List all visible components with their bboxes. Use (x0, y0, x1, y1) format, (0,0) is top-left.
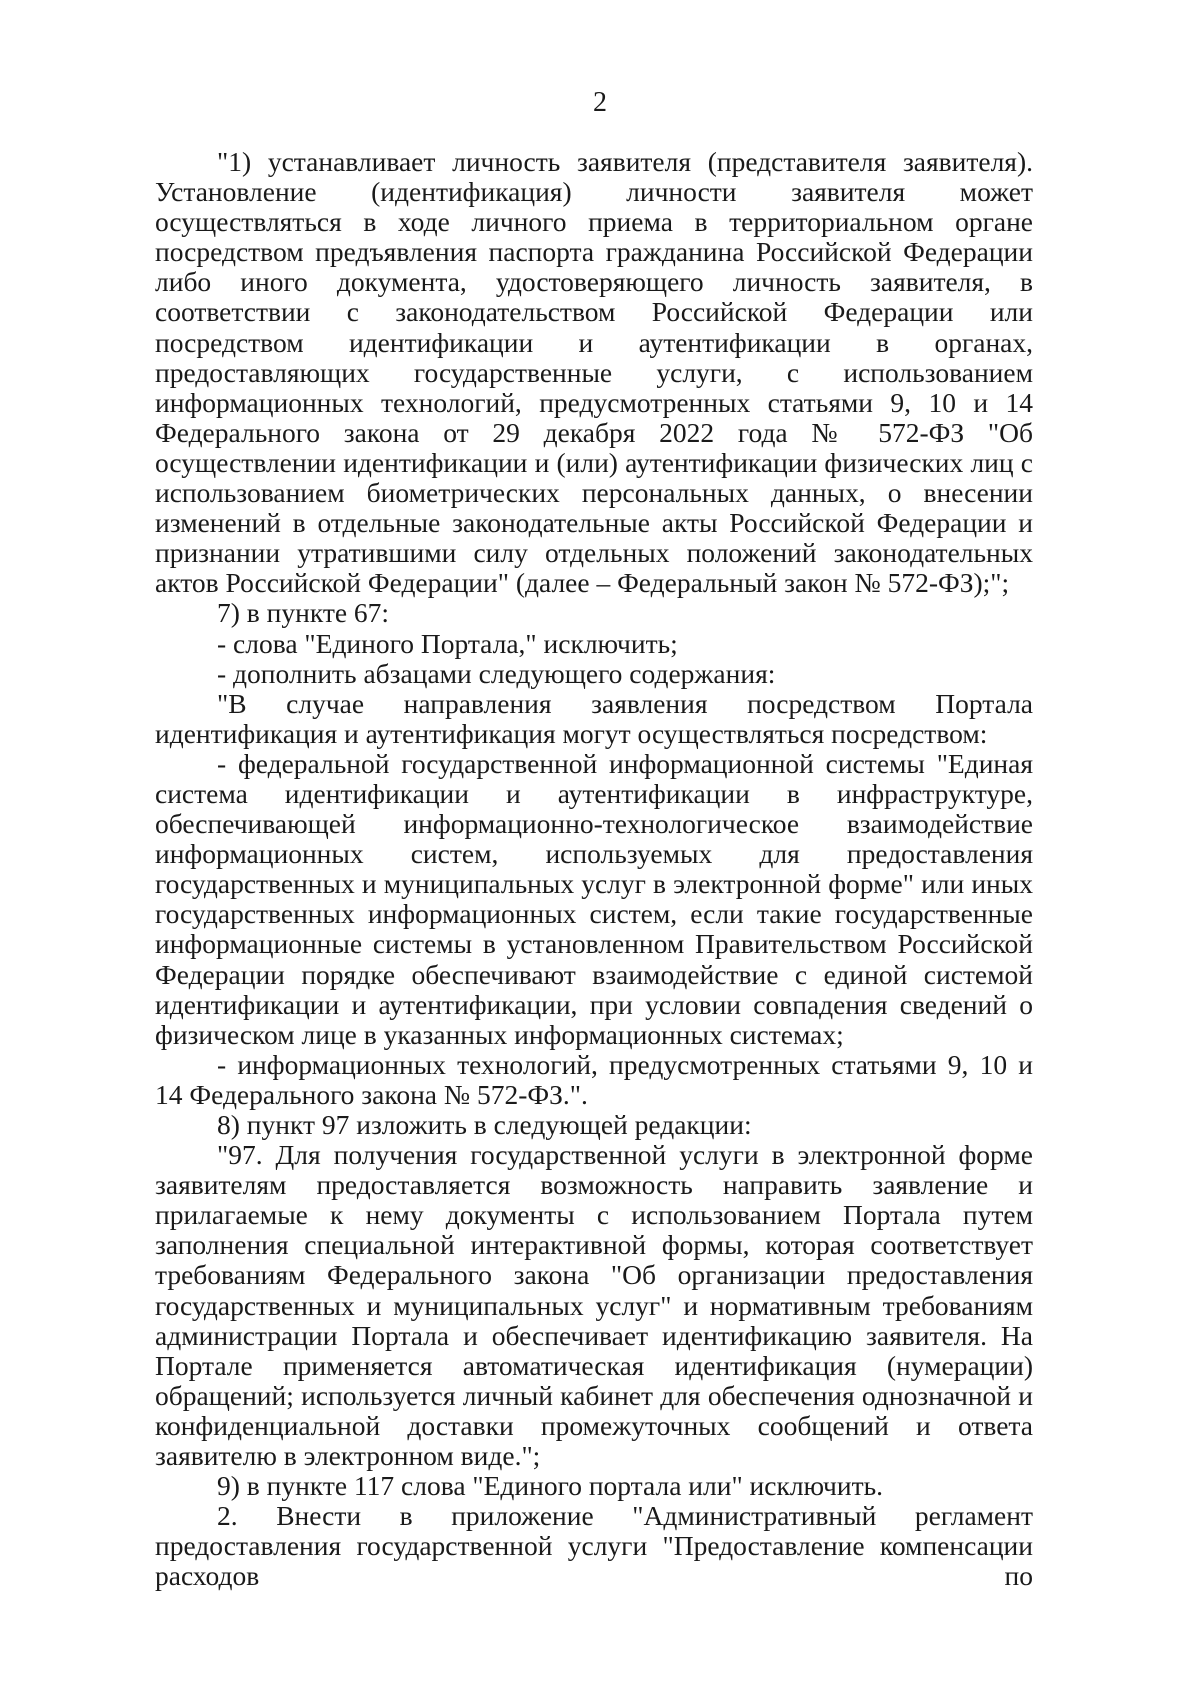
paragraph-item-9: 9) в пункте 117 слова "Единого портала или" исключить. (217, 1470, 884, 1502)
paragraph-section-2: 2. Внести в приложение "Административный регламент предоставления государственной услуги "Предоставление компенсации расходов по (155, 1500, 1033, 1592)
document-body (155, 147, 1033, 1592)
paragraph-esia: - федеральной государственной информационной системы "Единая система идентификации и аутентификации в инфраструктуре, обеспечивающей информационно-технологическое взаимодействие информационных систем, используемых для предоставления государственных и муниципальных услуг в электронной форме" или иных государственных информационных систем, если такие государственные информационные системы в установленном Правительством Российской Федерации порядке обеспечивают взаимодействие с единой системой идентификации и аутентификации, при условии совпадения сведений о физическом лице в указанных информационных системах; (155, 747, 1033, 1050)
paragraph-portal-identification: "В случае направления заявления посредством Портала идентификация и аутентификация могут осуществляться посредством: (155, 687, 1033, 749)
paragraph-item-8: 8) пункт 97 изложить в следующей редакции: (217, 1109, 752, 1140)
paragraph-item-7-supplement: - дополнить абзацами следующего содержания: (217, 657, 776, 689)
paragraph-item-7: 7) в пункте 67: (217, 597, 390, 629)
paragraph-item-97: "97. Для получения государственной услуги в электронной форме заявителям предоставляется возможность направить заявление и прилагаемые к нему документы с использованием Портала путем заполнения специальной интерактивной формы, которая соответствует требованиям Федерального закона "Об организации предоставления государственных и муниципальных услуг" и нормативным требованиям администрации Портала и обеспечивает идентификацию заявителя. На Портале применяется автоматическая идентификация (нумерации) обращений; используется личный кабинет для обеспечения однозначной и конфиденциальной доставки промежуточных сообщений и ответа заявителю в электронном виде."; (155, 1139, 1033, 1472)
paragraph-identification: "1) устанавливает личность заявителя (представителя заявителя). Установление (идентификация) личности заявителя может осуществляться в ходе личного приема в территориальном органе посредством предъявления паспорта гражданина Российской Федерации либо иного документа, удостоверяющего личность заявителя, в соответствии с законодательством Российской Федерации или посредством идентификации и аутентификации в органах, предоставляющих государственные услуги, с использованием информационных технологий, предусмотренных статьями 9, 10 и 14 Федерального закона от 29 декабря 2022 года № 572-ФЗ "Об осуществлении идентификации и (или) аутентификации физических лиц с использованием биометрических персональных данных, о внесении изменений в отдельные законодательные акты Российской Федерации и признании утратившими силу отдельных положений законодательных актов Российской Федерации" (далее – Федеральный закон № 572-ФЗ);"; (155, 146, 1033, 599)
paragraph-info-technologies: - информационных технологий, предусмотренных статьями 9, 10 и 14 Федерального закона № 572-ФЗ.". (155, 1048, 1033, 1110)
paragraph-item-7-words: - слова "Единого Портала," исключить; (217, 627, 678, 659)
page-number: 2 (593, 87, 607, 118)
